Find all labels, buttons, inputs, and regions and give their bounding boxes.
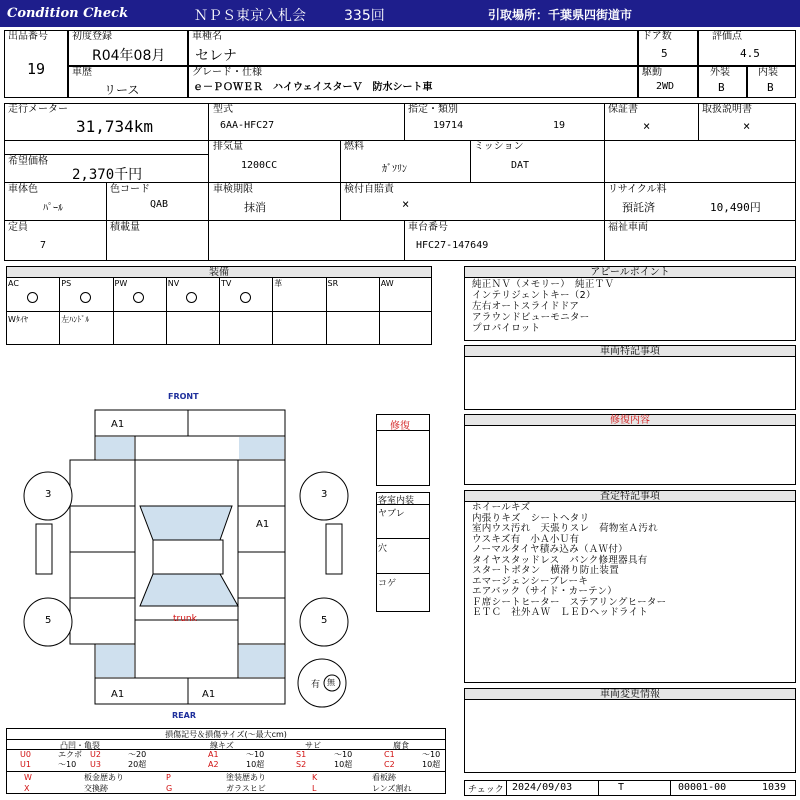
appeal-line: 純正ＮＶ（メモリー） 純正ＴＶ <box>472 279 615 290</box>
legend-code: C2 <box>384 760 395 769</box>
notes-line: エマージェンシーブレーキ <box>472 575 589 587</box>
grade-value: ｅ－ＰＯＷＥＲ ハイウェイスターＶ 防水シート車 <box>193 82 433 93</box>
equipment-code: SR <box>327 279 339 288</box>
liability-value: × <box>402 197 410 211</box>
recycle-fee: 10,490円 <box>710 201 761 214</box>
header-bar <box>0 0 800 27</box>
legend-desc: 10超 <box>334 760 353 769</box>
legend-code: A2 <box>208 760 219 769</box>
equipment-code: AC <box>8 279 19 288</box>
disp-label: 排気量 <box>213 141 243 152</box>
wheel-front-left-value: 3 <box>45 489 52 500</box>
equipment-present-mark <box>80 292 91 303</box>
appeal-line: インテリジェントキー（2） <box>472 290 596 301</box>
mission-label: ミッション <box>474 141 524 152</box>
legend-code: S1 <box>296 750 307 759</box>
equipment-code: AW <box>380 279 394 288</box>
legend-h3: サビ <box>305 741 321 750</box>
legend-desc: 〜10 <box>246 750 265 759</box>
legend-desc: 〜10 <box>422 750 441 759</box>
inspector: T <box>618 782 625 793</box>
mileage-value: 31,734km <box>76 117 154 136</box>
score-value: 4.5 <box>740 47 760 60</box>
notes-line: ノーマルタイヤ積み込み（ＡＷ付） <box>472 544 628 555</box>
legend-desc: 10超 <box>246 760 265 769</box>
special-title: 車両特記事項 <box>464 345 796 357</box>
notes-line: Ｆ席シートヒーター ステアリングヒーター <box>472 596 667 608</box>
notes-line: 内張りキズ シートヘタリ <box>472 512 590 524</box>
appeal-lines <box>472 279 614 334</box>
drive-label: 駆動 <box>642 67 662 78</box>
lot-number: 19 <box>27 60 46 78</box>
notes-line: 室内ウス汚れ 天張りスレ 荷物室Ａ汚れ <box>472 523 658 534</box>
equipment-code: PS <box>61 279 72 288</box>
notes-line: エアバック（サイド・カーテン） <box>472 586 618 597</box>
special-box <box>464 356 796 410</box>
appeal-line: アラウンドビューモニター <box>472 312 590 323</box>
notes-title: 査定特記事項 <box>464 490 796 502</box>
ext-label: 外装 <box>710 67 730 78</box>
trunk-label: trunk <box>173 614 197 624</box>
legend-code: U3 <box>90 760 101 769</box>
appeal-title: アピールポイント <box>464 266 796 278</box>
lot-label: 出品番号 <box>8 31 48 42</box>
damage-a1-rear-right: A1 <box>202 689 216 700</box>
model-label: 車種名 <box>192 31 222 42</box>
equipment-code: TV <box>221 279 232 288</box>
legend-desc: 〜10 <box>334 750 353 759</box>
class-label: 指定・類別 <box>408 104 458 115</box>
warranty-label: 保証書 <box>608 104 638 115</box>
legend-h1: 凸凹・亀裂 <box>60 741 100 750</box>
legend-code: P <box>166 773 171 782</box>
legend-h4: 腐食 <box>393 741 409 750</box>
wheel-rear-right-value: 5 <box>321 615 328 626</box>
grade-label: グレード・仕様 <box>192 67 262 78</box>
mission-value: DAT <box>511 160 530 171</box>
legend-code: U2 <box>90 750 101 759</box>
notes-line: スタートボタン 横滑り防止装置 <box>472 565 620 576</box>
interior-hole: 穴 <box>378 544 388 554</box>
model-name: セレナ <box>195 48 237 64</box>
manual-value: × <box>743 119 751 133</box>
type-label: 型式 <box>213 104 233 115</box>
equipment-extra: Wﾀｲﾔ <box>8 315 28 324</box>
damage-a1-right: A1 <box>256 519 270 530</box>
spare-prefix: 有 <box>311 680 321 690</box>
repair-box <box>464 425 796 485</box>
legend-desc: 板金歴あり <box>84 773 124 782</box>
door-count: 5 <box>661 47 668 60</box>
disp-value: 1200CC <box>241 160 278 171</box>
class-value-a: 19714 <box>433 120 464 131</box>
chassis-value: HFC27-147649 <box>416 240 489 251</box>
int-label: 内装 <box>758 67 778 78</box>
spare-mark: 無 <box>327 678 335 687</box>
history-value: リース <box>104 83 140 97</box>
wheel-rear-left-value: 5 <box>45 615 52 626</box>
colorcode-value: QAB <box>150 199 169 210</box>
capacity-value: 7 <box>40 240 47 251</box>
legend-code: K <box>312 773 318 782</box>
score-label: 評価点 <box>712 31 742 42</box>
equipment-present-mark <box>27 292 38 303</box>
legend-code: X <box>24 784 30 793</box>
notes-line: ホイールキズ <box>472 502 531 513</box>
legend-code: W <box>24 773 32 782</box>
liability-label: 検付自賠責 <box>344 184 394 195</box>
equipment-title: 装備 <box>6 266 432 278</box>
wheel-front-right-value: 3 <box>321 489 328 500</box>
manual-label: 取扱説明書 <box>702 104 752 115</box>
type-value: 6AA-HFC27 <box>220 120 275 131</box>
pickup-location: 引取場所：千葉県四街道市 <box>488 8 633 22</box>
inspection-value: 抹消 <box>244 201 266 214</box>
warranty-value: × <box>643 119 651 133</box>
model-box <box>188 30 638 66</box>
damage-a1-rear-left: A1 <box>111 689 125 700</box>
check-date: 2024/09/03 <box>512 782 573 793</box>
legend-code: S2 <box>296 760 307 769</box>
rear-label: REAR <box>172 711 196 720</box>
change-box <box>464 699 796 773</box>
chassis-label: 車台番号 <box>408 222 448 233</box>
legend-code: G <box>166 784 173 793</box>
notes-line: タイヤスタッドレス パンク修理器具有 <box>472 554 648 566</box>
legend-code: U0 <box>20 750 31 759</box>
legend-desc: 塗装歴あり <box>226 773 266 782</box>
interior-title: 客室内装 <box>378 496 415 506</box>
front-label: FRONT <box>168 392 199 401</box>
legend-desc: ガラスヒビ <box>226 784 266 793</box>
ext-grade: B <box>718 81 725 94</box>
welfare-label: 福祉車両 <box>608 222 648 233</box>
document-number: 00001-00 <box>678 782 727 793</box>
door-label: ドア数 <box>642 31 672 42</box>
price-value: 2,370千円 <box>72 167 143 183</box>
notes-line: ウスキズ有 小Ａ小Ｕ有 <box>472 533 580 545</box>
appeal-line: プロパイロット <box>472 323 541 334</box>
check-label: チェック <box>468 785 504 795</box>
equipment-extra: 左ﾊﾝﾄﾞﾙ <box>61 315 90 324</box>
color-value: ﾊﾟｰﾙ <box>43 203 63 214</box>
notes-lines <box>472 503 666 619</box>
int-grade: B <box>767 81 774 94</box>
drive-value: 2WD <box>656 81 675 92</box>
legend-desc: 看板跡 <box>372 773 396 782</box>
legend-code: L <box>312 784 317 793</box>
legend-desc: レンズ割れ <box>372 784 412 793</box>
fuel-label: 燃料 <box>344 141 364 152</box>
interior-burn: コゲ <box>378 579 397 589</box>
page-number: 1039 <box>762 782 787 793</box>
legend-h2: 線キズ <box>210 741 234 750</box>
legend-desc: 〜20 <box>128 750 147 759</box>
change-title: 車両変更情報 <box>464 688 796 700</box>
legend-desc: 10超 <box>422 760 441 769</box>
legend-title: 損傷記号＆損傷サイズ(〜最大cm) <box>165 730 287 739</box>
legend-code: U1 <box>20 760 31 769</box>
legend-code: A1 <box>208 750 219 759</box>
brand-title: Condition Check <box>7 6 129 21</box>
reg-label: 初度登録 <box>72 31 112 42</box>
equipment-code: NV <box>167 279 180 288</box>
legend-desc: 20超 <box>128 760 147 769</box>
auction-name: ＮＰＳ東京入札会 <box>194 8 306 24</box>
repair-indicator-label: 修復 <box>390 421 410 432</box>
class-value-b: 19 <box>553 120 566 131</box>
auction-session: 335回 <box>344 8 385 24</box>
equipment-code: PW <box>114 279 128 288</box>
legend-desc: エクボ <box>58 750 82 759</box>
price-label: 希望価格 <box>8 156 48 167</box>
mileage-label: 走行メーター <box>8 104 68 115</box>
capacity-label: 定員 <box>8 222 28 233</box>
legend-desc: 〜10 <box>58 760 77 769</box>
recycle-label: リサイクル料 <box>608 184 667 195</box>
notes-line: ＥＴＣ 社外ＡＷ ＬＥＤヘッドライト <box>472 607 649 618</box>
history-label: 車歴 <box>72 67 92 78</box>
fuel-value: ｶﾞｿﾘﾝ <box>382 164 407 175</box>
equipment-present-mark <box>240 292 251 303</box>
legend-desc: 交換跡 <box>84 784 108 793</box>
recycle-status: 預託済 <box>622 201 655 214</box>
equipment-code: 革 <box>274 279 283 288</box>
interior-tear: ヤブレ <box>378 509 405 519</box>
colorcode-label: 色コード <box>110 184 150 195</box>
repair-title: 修復内容 <box>464 414 796 426</box>
reg-date: R04年08月 <box>92 48 166 64</box>
load-label: 積載量 <box>110 222 140 233</box>
color-label: 車体色 <box>8 184 38 195</box>
damage-a1-front: A1 <box>111 419 125 430</box>
legend-code: C1 <box>384 750 395 759</box>
car-diagram <box>0 400 380 710</box>
inspection-label: 車検期限 <box>213 184 253 195</box>
appeal-line: 左右オートスライドドア <box>472 301 580 312</box>
